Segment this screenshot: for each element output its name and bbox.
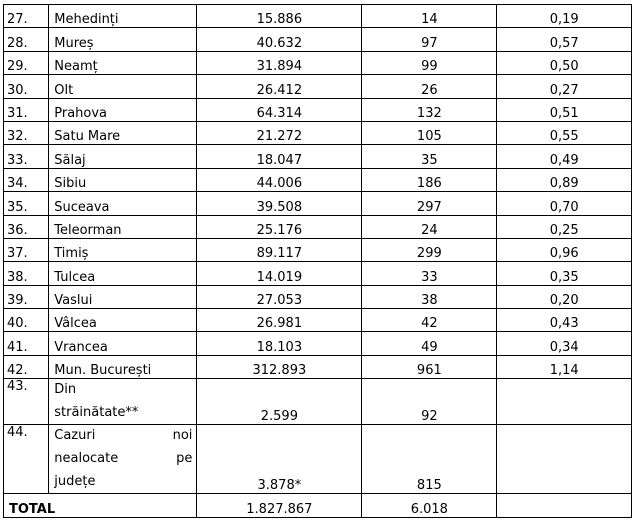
value-col1: 21.272 [197, 121, 362, 144]
total-value-col1: 1.827.867 [197, 494, 362, 517]
table-row [4, 121, 632, 144]
value-col2: 35 [362, 145, 497, 168]
county-name: Teleorman [49, 215, 197, 238]
county-name: Vaslui [49, 285, 197, 308]
value-col3: 0,25 [497, 215, 632, 238]
value-col2: 297 [362, 192, 497, 215]
table-row [4, 262, 632, 285]
value-col3: 0,55 [497, 121, 632, 144]
table-row-43 [4, 379, 632, 425]
value-col3: 0,70 [497, 192, 632, 215]
table-row [4, 332, 632, 355]
value-col3: 0,51 [497, 98, 632, 121]
value-col3: 0,27 [497, 75, 632, 98]
row-number: 30. [4, 75, 49, 98]
value-col1: 44.006 [197, 168, 362, 191]
value-col3: 0,49 [497, 145, 632, 168]
value-col2: 42 [362, 309, 497, 332]
county-name [49, 379, 197, 425]
county-name: Tulcea [49, 262, 197, 285]
total-label: TOTAL [4, 494, 197, 517]
table-row [4, 309, 632, 332]
county-name-line1 [54, 425, 192, 448]
value-col3: 0,96 [497, 238, 632, 261]
table-row [4, 355, 632, 378]
county-name: Timiș [49, 238, 197, 261]
value-col1: 2.599 [197, 379, 362, 425]
table-row [4, 238, 632, 261]
table-row [4, 192, 632, 215]
value-col2: 99 [362, 51, 497, 74]
value-col2: 38 [362, 285, 497, 308]
row-number: 27. [4, 5, 49, 28]
total-value-col3 [497, 494, 632, 517]
county-name: Mun. București [49, 355, 197, 378]
value-col2: 33 [362, 262, 497, 285]
value-col2: 299 [362, 238, 497, 261]
value-col3 [497, 379, 632, 425]
value-col3 [497, 425, 632, 494]
table-row [4, 168, 632, 191]
value-col1: 25.176 [197, 215, 362, 238]
county-name: Vâlcea [49, 309, 197, 332]
county-name: Prahova [49, 98, 197, 121]
row-number: 32. [4, 121, 49, 144]
county-name: Neamț [49, 51, 197, 74]
value-col1: 18.103 [197, 332, 362, 355]
county-name-line3: județe [54, 473, 96, 489]
county-name-line2 [54, 448, 192, 471]
value-col2: 186 [362, 168, 497, 191]
table-row [4, 51, 632, 74]
row-number: 43. [4, 379, 49, 425]
county-name: Sibiu [49, 168, 197, 191]
value-col2: 24 [362, 215, 497, 238]
total-value-col2: 6.018 [362, 494, 497, 517]
value-col1: 3.878* [197, 425, 362, 494]
county-name: Mureș [49, 28, 197, 51]
table-row [4, 75, 632, 98]
county-name: Sălaj [49, 145, 197, 168]
row-number: 39. [4, 285, 49, 308]
row-number: 34. [4, 168, 49, 191]
value-col3: 1,14 [497, 355, 632, 378]
value-col1: 14.019 [197, 262, 362, 285]
county-name-line2-left: nealocate [54, 451, 119, 467]
table-row [4, 28, 632, 51]
table-row-total [4, 494, 632, 517]
row-number: 42. [4, 355, 49, 378]
value-col1: 89.117 [197, 238, 362, 261]
row-number: 41. [4, 332, 49, 355]
value-col2: 105 [362, 121, 497, 144]
data-table-container [3, 4, 632, 518]
row-number: 28. [4, 28, 49, 51]
county-name [49, 425, 197, 494]
value-col1: 26.412 [197, 75, 362, 98]
table-row-44 [4, 425, 632, 494]
value-col1: 27.053 [197, 285, 362, 308]
row-number: 33. [4, 145, 49, 168]
county-name-line1-left: Cazuri [54, 428, 96, 444]
county-name-line2-right: pe [176, 451, 193, 467]
value-col2: 26 [362, 75, 497, 98]
table-body [4, 5, 632, 379]
value-col1: 312.893 [197, 355, 362, 378]
table-row [4, 285, 632, 308]
value-col1: 26.981 [197, 309, 362, 332]
row-number: 44. [4, 425, 49, 494]
value-col1: 40.632 [197, 28, 362, 51]
county-name: Satu Mare [49, 121, 197, 144]
value-col3: 0,43 [497, 309, 632, 332]
row-number: 31. [4, 98, 49, 121]
value-col3: 0,19 [497, 5, 632, 28]
row-number: 38. [4, 262, 49, 285]
value-col2: 961 [362, 355, 497, 378]
table-row [4, 215, 632, 238]
value-col1: 31.894 [197, 51, 362, 74]
county-statistics-table [3, 4, 632, 518]
value-col3: 0,35 [497, 262, 632, 285]
county-name: Olt [49, 75, 197, 98]
value-col3: 0,34 [497, 332, 632, 355]
value-col1: 18.047 [197, 145, 362, 168]
value-col2: 132 [362, 98, 497, 121]
row-number: 37. [4, 238, 49, 261]
table-footer-rows [4, 379, 632, 517]
value-col2: 49 [362, 332, 497, 355]
value-col3: 0,50 [497, 51, 632, 74]
value-col3: 0,20 [497, 285, 632, 308]
county-name-line2: străinătate** [54, 404, 139, 420]
value-col2: 92 [362, 379, 497, 425]
row-number: 40. [4, 309, 49, 332]
county-name-line1: Din [54, 382, 77, 398]
value-col3: 0,89 [497, 168, 632, 191]
table-row [4, 98, 632, 121]
value-col2: 14 [362, 5, 497, 28]
value-col3: 0,57 [497, 28, 632, 51]
value-col1: 39.508 [197, 192, 362, 215]
table-row [4, 145, 632, 168]
row-number: 36. [4, 215, 49, 238]
row-number: 35. [4, 192, 49, 215]
county-name: Mehedinți [49, 5, 197, 28]
county-name-line1-right: noi [172, 428, 193, 444]
value-col1: 64.314 [197, 98, 362, 121]
value-col1: 15.886 [197, 5, 362, 28]
county-name: Suceava [49, 192, 197, 215]
county-name: Vrancea [49, 332, 197, 355]
value-col2: 815 [362, 425, 497, 494]
table-row [4, 5, 632, 28]
value-col2: 97 [362, 28, 497, 51]
row-number: 29. [4, 51, 49, 74]
